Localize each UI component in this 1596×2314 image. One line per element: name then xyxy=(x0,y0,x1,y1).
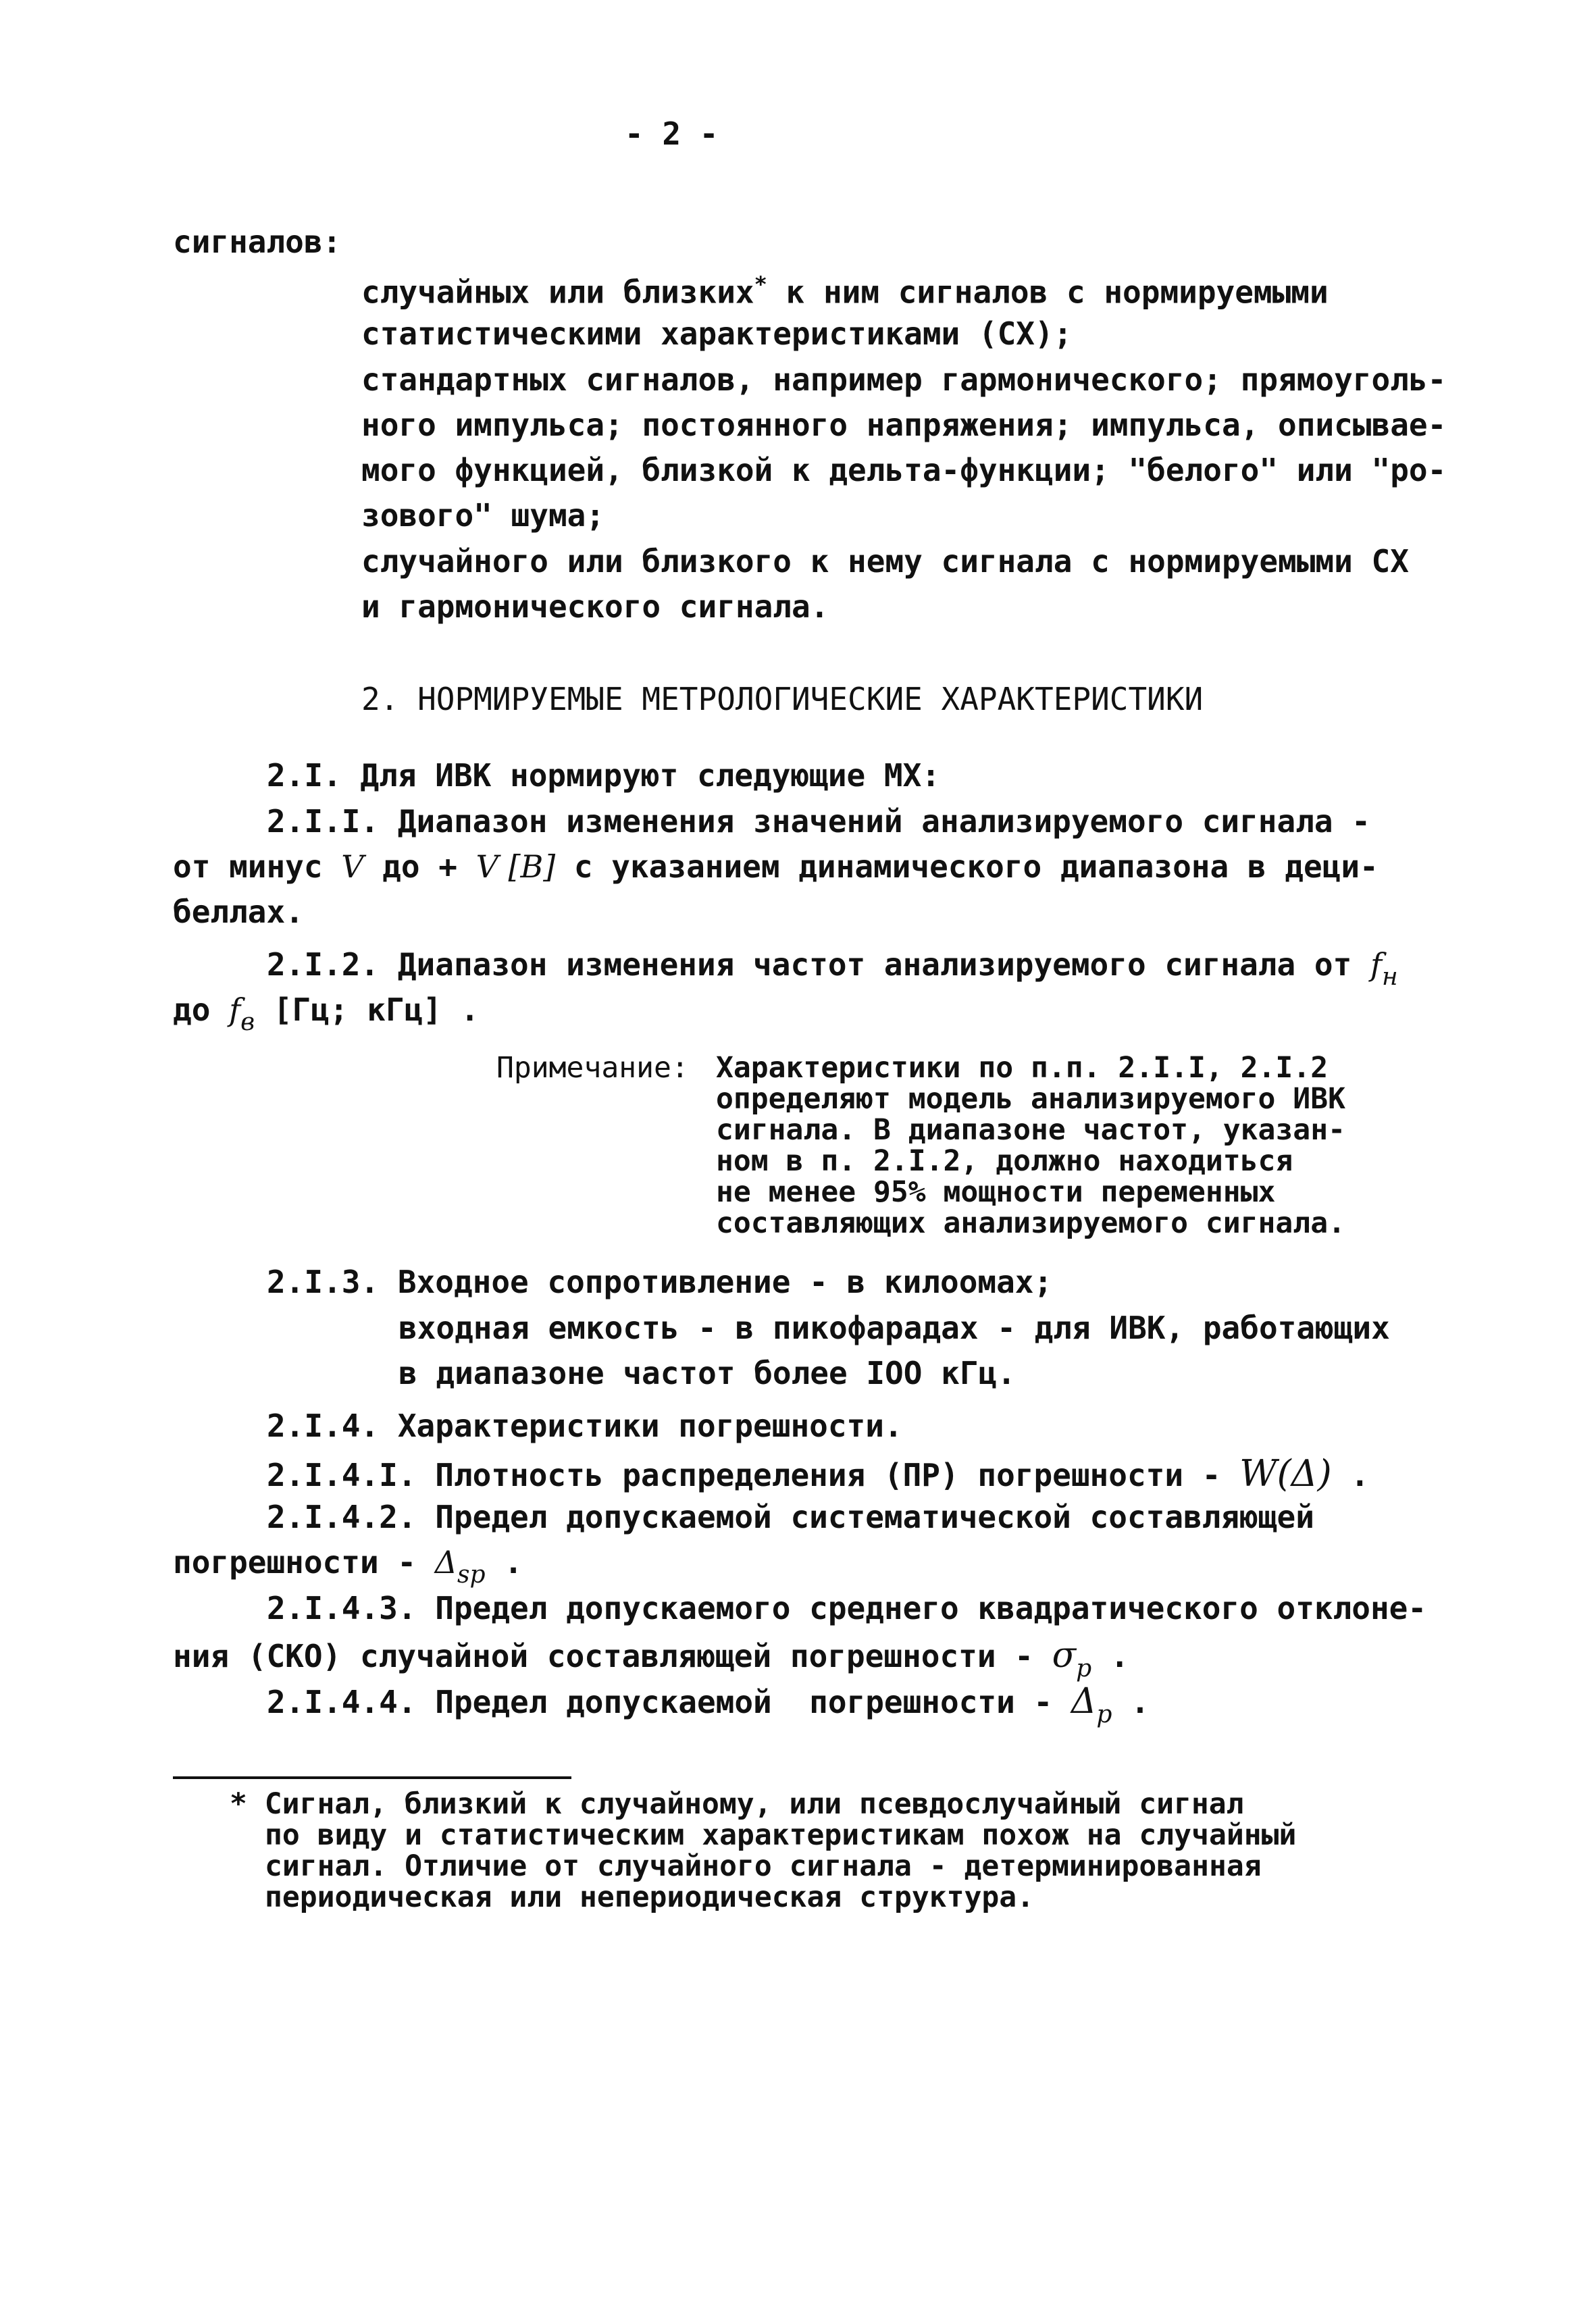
note-line-4: ном в п. 2.I.2, должно находиться xyxy=(716,1144,1293,1178)
list-item-mixed-2: и гармонического сигнала. xyxy=(361,588,829,625)
list-item-standard-2: ного импульса; постоянного напряжения; импульса, описывае- xyxy=(361,407,1447,443)
paragraph-2-1-4-2-line2: погрешности - $\Delta_{sp}$ . xyxy=(173,1544,523,1589)
paragraph-2-1-1-line1: 2.I.I. Диапазон изменения значений анализируемого сигнала - xyxy=(267,803,1370,840)
section-heading: 2. НОРМИРУЕМЫЕ МЕТРОЛОГИЧЕСКИЕ ХАРАКТЕРИСТИКИ xyxy=(361,681,1204,717)
footnote-line-3: сигнал. Отличие от случайного сигнала - детерминированная xyxy=(265,1849,1262,1883)
footnote-mark: * xyxy=(230,1787,247,1821)
intro-lead: сигналов: xyxy=(173,224,342,260)
systematic-error-symbol: Δ xyxy=(434,1544,457,1580)
list-item-standard-4: зового" шума; xyxy=(361,497,605,534)
footnote-line-2: по виду и статистическим характеристикам похож на случайный xyxy=(265,1818,1297,1852)
paragraph-2-1-1-line2: от минус V до + V [B] с указанием динамического диапазона в деци- xyxy=(173,848,1379,885)
list-item-standard-3: мого функцией, близкой к дельта-функции; "белого" или "ро- xyxy=(361,452,1447,488)
paragraph-2-1-4-3-line1: 2.I.4.3. Предел допускаемого среднего квадратического отклоне- xyxy=(267,1590,1427,1626)
paragraph-2-1-4-2-line1: 2.I.4.2. Предел допускаемой систематической составляющей xyxy=(267,1499,1314,1535)
list-item-standard-1: стандартных сигналов, например гармонического; прямоуголь- xyxy=(361,361,1447,398)
list-item-mixed-1: случайного или близкого к нему сигнала с нормируемыми СХ xyxy=(361,543,1409,580)
footnote-ref: * xyxy=(754,272,767,297)
note-line-6: составляющих анализируемого сигнала. xyxy=(716,1206,1345,1240)
paragraph-2-1-1-line3: беллах. xyxy=(173,894,304,930)
note-line-5: не менее 95% мощности переменных xyxy=(716,1175,1276,1209)
density-symbol: W(Δ) xyxy=(1239,1452,1332,1495)
voltage-symbol: V xyxy=(341,848,364,885)
page-number: - 2 - xyxy=(625,115,719,152)
sigma-symbol: σ xyxy=(1052,1635,1077,1676)
note-label: Примечание: xyxy=(496,1051,689,1085)
note-line-1: Характеристики по п.п. 2.I.I, 2.I.2 xyxy=(716,1051,1329,1085)
paragraph-2-1-4-3-line2: ния (СКО) случайной составляющей погрешности - $\sigma_p$ . xyxy=(173,1635,1129,1682)
freq-low-symbol: f xyxy=(1370,946,1382,983)
note-line-2: определяют модель анализируемого ИВК xyxy=(716,1082,1345,1116)
paragraph-2-1: 2.I. Для ИВК нормируют следующие МХ: xyxy=(267,757,940,794)
footnote-line-1: * Сигнал, близкий к случайному, или псевдослучайный сигнал xyxy=(230,1787,1244,1821)
paragraph-2-1-3-line2: входная емкость - в пикофарадах - для ИВК, работающих xyxy=(398,1310,1390,1346)
paragraph-2-1-3-line3: в диапазоне частот более IOO кГц. xyxy=(398,1355,1016,1391)
paragraph-2-1-4-1: 2.I.4.I. Плотность распределения (ПР) погрешности - W(Δ) . xyxy=(267,1452,1370,1495)
footnote-line-4: периодическая или непериодическая структура. xyxy=(265,1880,1035,1914)
paragraph-2-1-4-4: 2.I.4.4. Предел допускаемой погрешности - $\Delta_p$ . xyxy=(267,1681,1150,1728)
note-line-3: сигнала. В диапазоне частот, указан- xyxy=(716,1113,1345,1147)
paragraph-2-1-2-line2: до $f_в$ [Гц; кГц] . xyxy=(173,992,480,1036)
paragraph-2-1-4: 2.I.4. Характеристики погрешности. xyxy=(267,1408,903,1444)
error-limit-symbol: Δ xyxy=(1071,1681,1097,1722)
paragraph-2-1-2-line1: 2.I.2. Диапазон изменения частот анализируемого сигнала от $f_н$ xyxy=(267,946,1398,991)
freq-high-symbol: f xyxy=(229,992,241,1028)
list-item-random-2: статистическими характеристиками (СХ); xyxy=(361,315,1073,352)
voltage-unit-symbol: V [B] xyxy=(475,848,556,885)
list-item-random-1: случайных или близких* к ним сигналов с нормируемыми xyxy=(361,272,1329,311)
paragraph-2-1-3-line1: 2.I.3. Входное сопротивление - в килоомах; xyxy=(267,1264,1053,1300)
footnote-rule xyxy=(173,1776,571,1779)
